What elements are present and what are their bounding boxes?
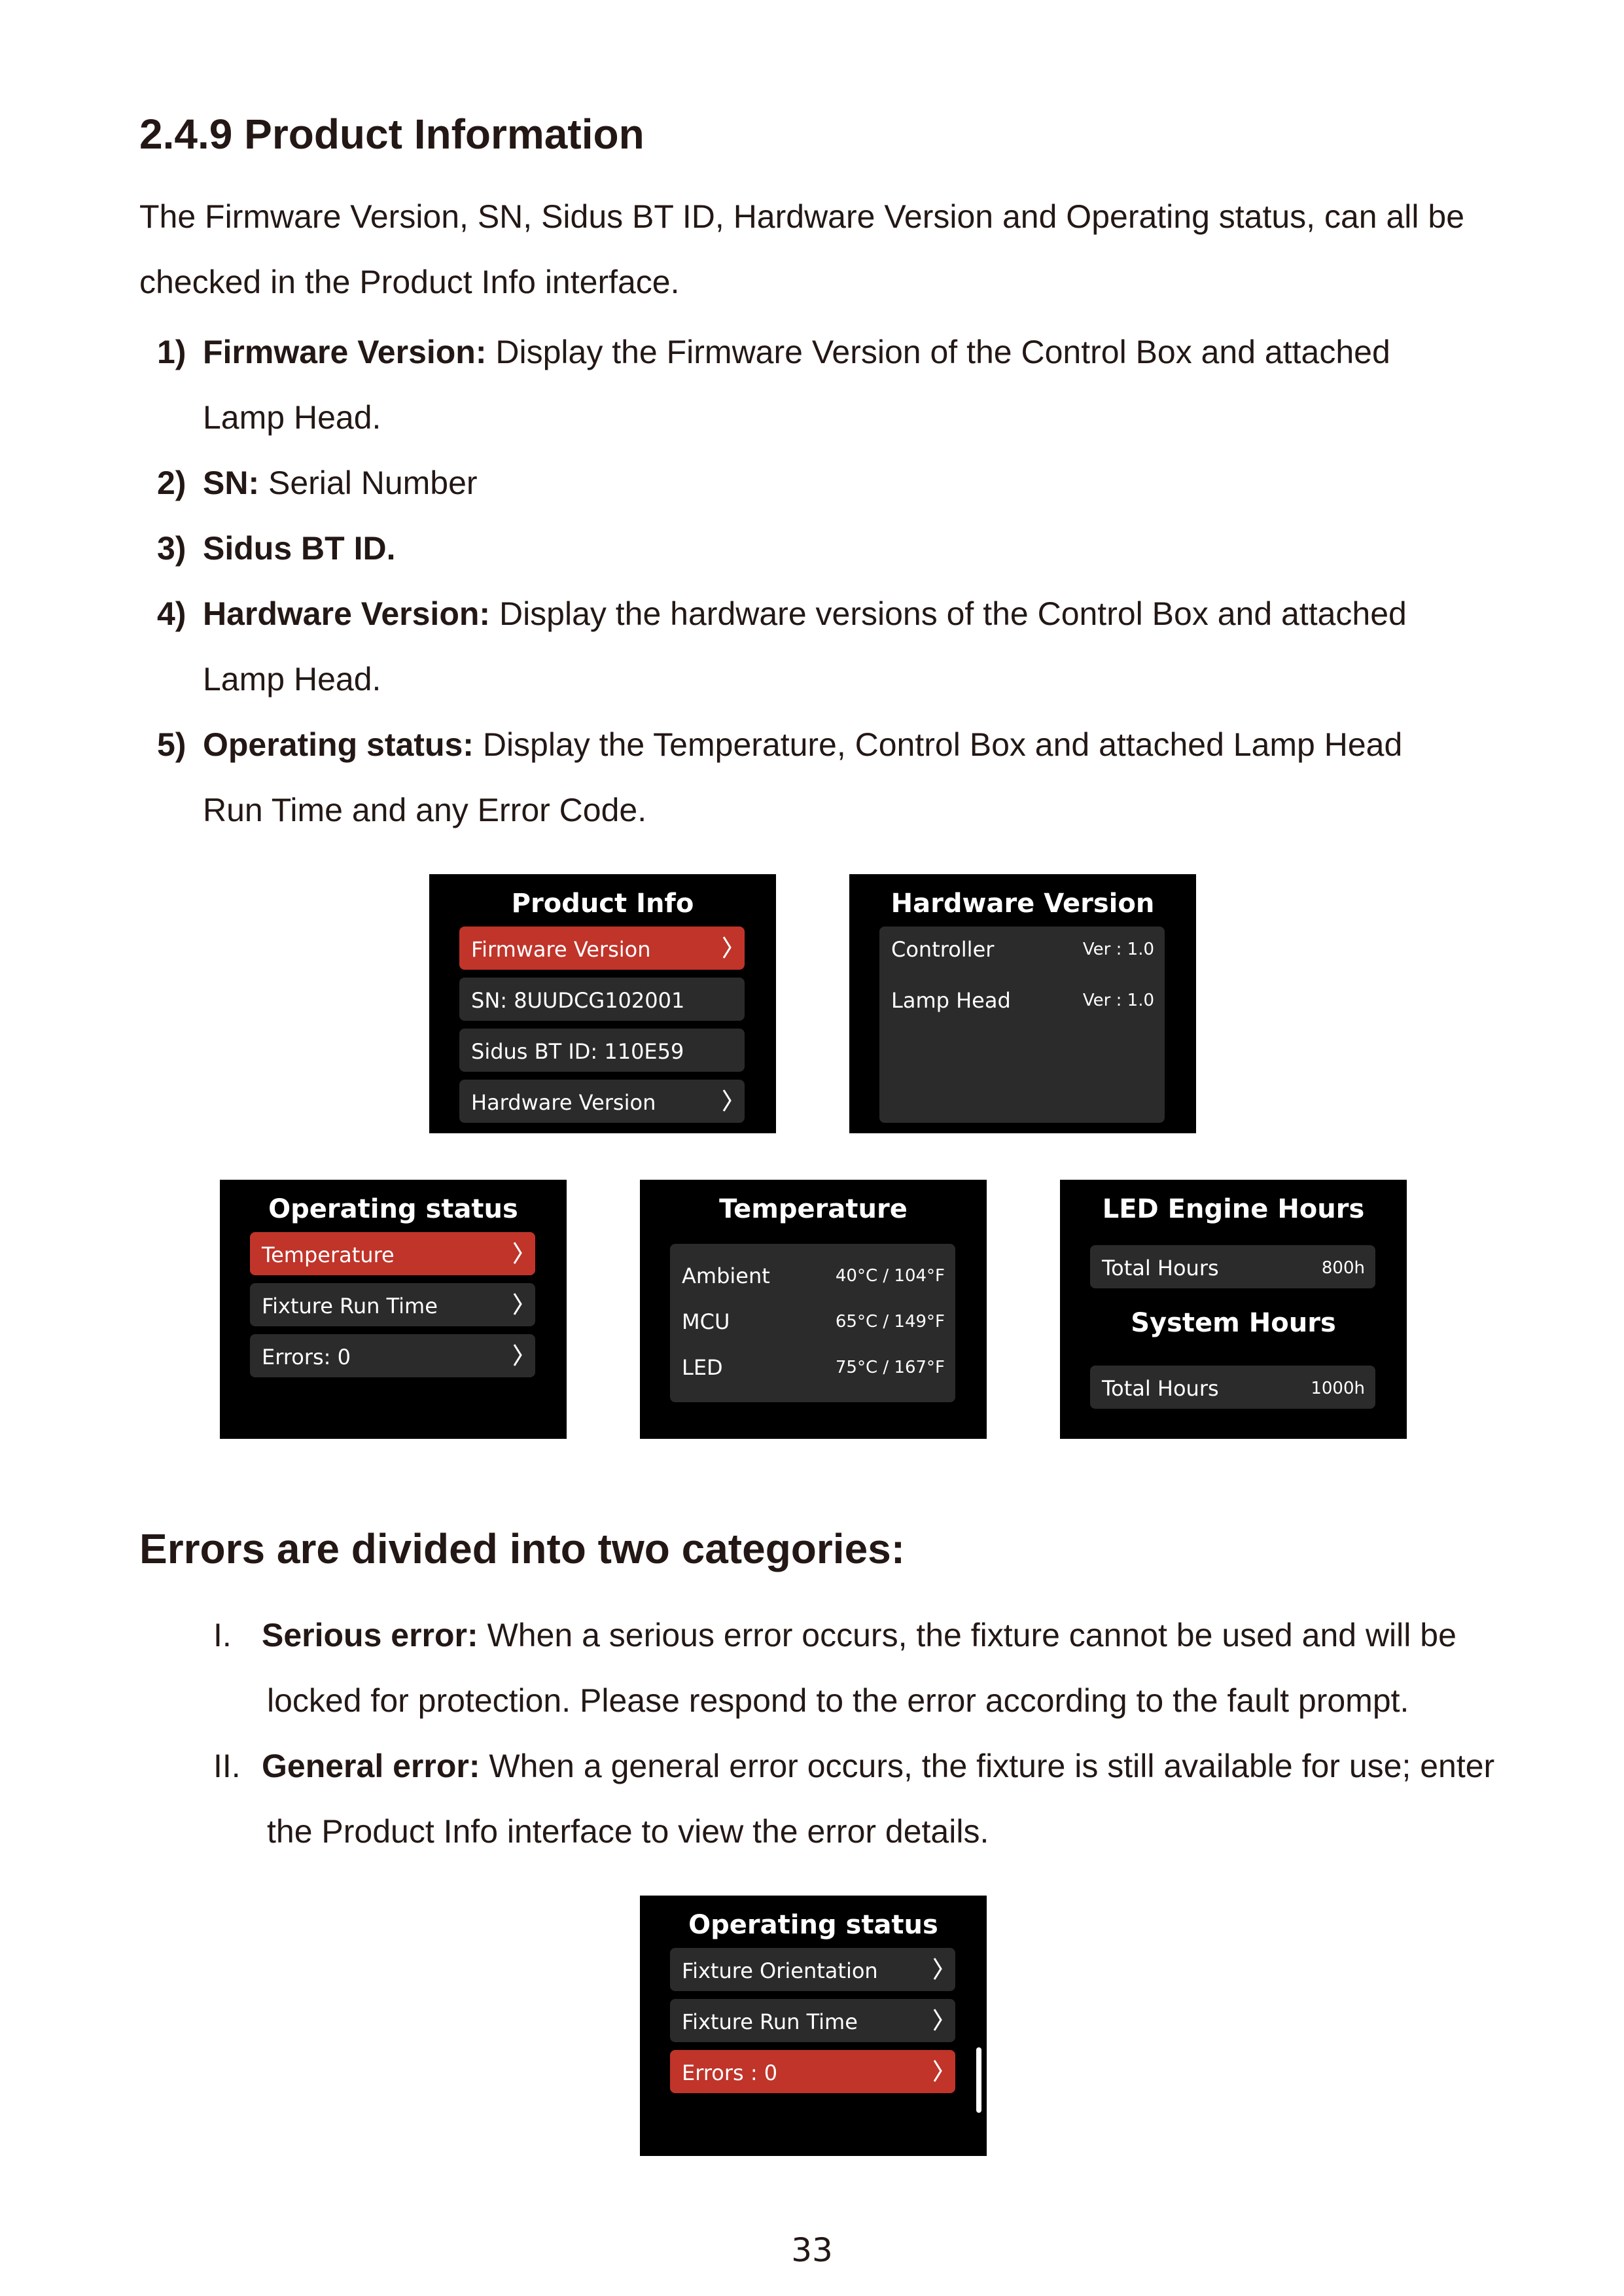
list-item-text: Display the Temperature, Control Box and attached Lamp Head — [473, 726, 1403, 763]
list-item-term: Firmware Version: — [203, 334, 487, 370]
operating-status-screen — [220, 1180, 567, 1439]
temperature-screen — [640, 1180, 987, 1439]
menu-item-sn — [459, 978, 745, 1021]
list-item-continuation: Lamp Head. — [203, 661, 381, 698]
screen-title: Hardware Version — [891, 889, 1155, 919]
error-category-continuation: the Product Info interface to view the error details. — [267, 1813, 989, 1850]
menu-item-temperature[interactable] — [250, 1232, 535, 1275]
menu-item-sidus-bt-id — [459, 1029, 745, 1072]
temperature-row-mcu — [682, 1309, 945, 1335]
operating-status-errors-screen — [640, 1896, 987, 2156]
list-item-continuation: Lamp Head. — [203, 399, 381, 436]
version-panel — [879, 927, 1165, 1123]
system-hours-title: System Hours — [1131, 1308, 1336, 1338]
chevron-right-icon — [720, 934, 735, 961]
temperature-row-led — [682, 1355, 945, 1381]
version-row-controller — [891, 937, 1154, 963]
version-label: Lamp Head — [891, 988, 1011, 1013]
menu-item-label: Fixture Run Time — [682, 2009, 858, 2034]
list-item-number: 3) — [157, 530, 186, 567]
menu-item-label: Hardware Version — [471, 1090, 656, 1115]
menu-item-label: Errors: 0 — [262, 1345, 351, 1369]
menu-item-label: Fixture Run Time — [262, 1294, 438, 1318]
section-heading: 2.4.9 Product Information — [139, 111, 644, 158]
error-category-term: General error: — [262, 1748, 480, 1784]
chevron-right-icon — [510, 1240, 526, 1266]
list-item-term: SN: — [203, 465, 260, 501]
chevron-right-icon — [930, 1956, 946, 1982]
led-engine-hours-screen — [1060, 1180, 1407, 1439]
temperature-value: 65°C / 149°F — [835, 1312, 945, 1332]
hours-label: Total Hours — [1102, 1256, 1219, 1280]
menu-item-fixture-orientation[interactable] — [670, 1948, 955, 1991]
menu-item-label: Errors : 0 — [682, 2060, 778, 2085]
screen-title: Temperature — [719, 1194, 908, 1224]
product-info-screen — [429, 874, 776, 1133]
list-item-text: Serial Number — [259, 465, 478, 501]
led-total-hours-row — [1090, 1245, 1375, 1288]
scrollbar[interactable] — [976, 2047, 981, 2113]
errors-heading: Errors are divided into two categories: — [139, 1525, 906, 1572]
chevron-right-icon — [510, 1291, 526, 1317]
list-item-text: Display the Firmware Version of the Control Box and attached — [486, 334, 1390, 370]
list-item-number: 5) — [157, 726, 186, 763]
temperature-label: Ambient — [682, 1263, 770, 1288]
chevron-right-icon — [510, 1342, 526, 1368]
version-label: Controller — [891, 937, 995, 962]
error-category-number: I. — [213, 1617, 232, 1653]
temperature-label: LED — [682, 1355, 723, 1380]
temperature-value: 75°C / 167°F — [835, 1358, 945, 1377]
menu-item-label: Temperature — [262, 1243, 395, 1267]
error-category-continuation: locked for protection. Please respond to the error according to the fault prompt. — [267, 1682, 1409, 1719]
menu-item-label: Firmware Version — [471, 937, 651, 962]
error-category-term: Serious error: — [262, 1617, 478, 1653]
chevron-right-icon — [930, 2058, 946, 2084]
screen-title: Product Info — [511, 889, 694, 919]
error-category-number: II. — [213, 1748, 241, 1784]
menu-item-label: Sidus BT ID: 110E59 — [471, 1039, 684, 1064]
system-total-hours-row — [1090, 1366, 1375, 1409]
hours-label: Total Hours — [1102, 1376, 1219, 1401]
temperature-panel — [670, 1244, 955, 1402]
temperature-row-ambient — [682, 1263, 945, 1290]
list-item-term: Hardware Version: — [203, 595, 491, 632]
menu-item-errors[interactable] — [670, 2050, 955, 2093]
error-category-text: When a serious error occurs, the fixture cannot be used and will be — [478, 1617, 1456, 1653]
hours-value: 1000h — [1311, 1379, 1365, 1398]
list-item-continuation: Run Time and any Error Code. — [203, 792, 647, 828]
error-category-text: When a general error occurs, the fixture is still available for use; enter — [480, 1748, 1495, 1784]
menu-item-fixture-run-time[interactable] — [250, 1283, 535, 1326]
version-row-lamp-head — [891, 988, 1154, 1014]
screen-title: Operating status — [688, 1910, 938, 1940]
intro-line-1: The Firmware Version, SN, Sidus BT ID, Hardware Version and Operating status, can all be — [139, 198, 1464, 235]
screen-title: LED Engine Hours — [1102, 1194, 1365, 1224]
list-item-number: 1) — [157, 334, 186, 370]
chevron-right-icon — [930, 2007, 946, 2033]
hours-value: 800h — [1321, 1258, 1365, 1278]
screen-title: Operating status — [268, 1194, 518, 1224]
menu-item-hardware-version[interactable] — [459, 1080, 745, 1123]
list-item-text: Display the hardware versions of the Control Box and attached — [490, 595, 1407, 632]
hardware-version-screen — [849, 874, 1196, 1133]
list-item-number: 2) — [157, 465, 186, 501]
menu-item-label: Fixture Orientation — [682, 1958, 878, 1983]
intro-line-2: checked in the Product Info interface. — [139, 264, 680, 300]
temperature-value: 40°C / 104°F — [835, 1266, 945, 1286]
menu-item-errors[interactable] — [250, 1334, 535, 1377]
menu-item-fixture-run-time[interactable] — [670, 1999, 955, 2042]
list-item-term: Operating status: — [203, 726, 474, 763]
temperature-label: MCU — [682, 1309, 730, 1334]
chevron-right-icon — [720, 1087, 735, 1114]
version-value: Ver : 1.0 — [1082, 991, 1154, 1010]
version-value: Ver : 1.0 — [1082, 940, 1154, 959]
page-number: 33 — [791, 2231, 833, 2269]
menu-item-label: SN: 8UUDCG102001 — [471, 988, 685, 1013]
list-item-number: 4) — [157, 595, 186, 632]
menu-item-firmware-version[interactable] — [459, 927, 745, 970]
list-item-term: Sidus BT ID. — [203, 530, 396, 567]
